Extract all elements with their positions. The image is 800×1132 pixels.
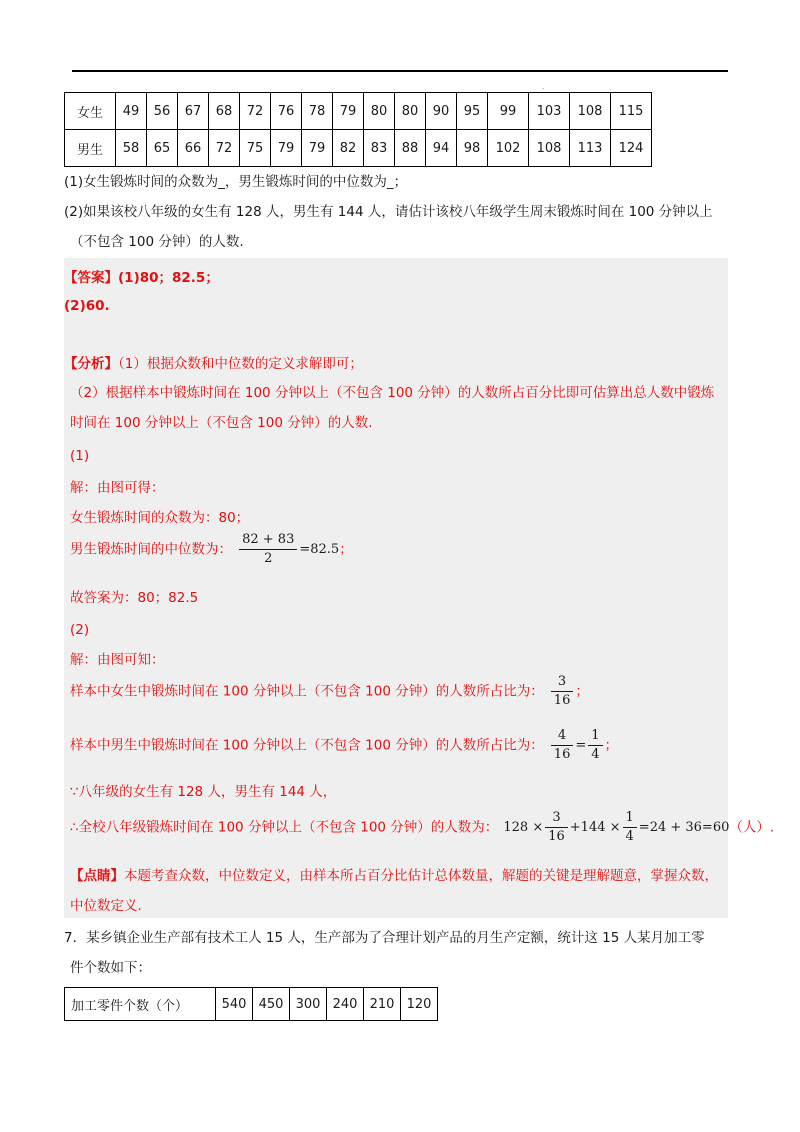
boy-ratio-denominator-2: 4 [591, 747, 600, 762]
comment-tag: 【点睛】 [70, 868, 124, 884]
table-cell: 78 [302, 93, 333, 130]
table-cell: 90 [426, 93, 457, 130]
girl-ratio-fraction [551, 674, 574, 709]
calc-fraction-2-denominator: 4 [625, 829, 634, 844]
girl-ratio-denominator: 16 [553, 693, 571, 708]
answer-2: (2)60. [64, 298, 110, 314]
solution2-number: (2) [70, 622, 90, 638]
table-cell: 113 [570, 130, 611, 167]
therefore-prefix: ∴全校八年级锻炼时间在 100 分钟以上（不包含 100 分钟）的人数为： [70, 819, 499, 836]
table-cell: 540 [216, 988, 253, 1021]
question-2-line2: （不包含 100 分钟）的人数. [70, 234, 244, 250]
table-row [65, 988, 438, 1021]
header-rule [72, 70, 728, 72]
table-cell: 82 [333, 130, 364, 167]
calc-part-c: =24 + 36=60 [638, 820, 730, 835]
problem7-line1: 7．某乡镇企业生产部有技术工人 15 人，生产部为了合理计划产品的月生产定额，统计这 15 人某月加工零 [64, 930, 705, 946]
calc-part-a: 128 × [503, 820, 544, 835]
table-cell: 49 [116, 93, 147, 130]
table-cell-label: 女生 [65, 93, 116, 130]
calc-unit: （人）. [729, 819, 775, 836]
table-cell: 98 [457, 130, 488, 167]
answer-line1 [64, 268, 219, 288]
boy-ratio-prefix: 样本中男生中锻炼时间在 100 分钟以上（不包含 100 分钟）的人数所占比为： [70, 737, 544, 754]
table-cell: 88 [395, 130, 426, 167]
girl-ratio-prefix: 样本中女生中锻炼时间在 100 分钟以上（不包含 100 分钟）的人数所占比为： [70, 683, 544, 700]
comment-line1 [70, 866, 718, 886]
solution1-intro: 解：由图可得： [70, 480, 165, 496]
table-row [65, 130, 652, 167]
table-cell: 80 [395, 93, 426, 130]
calc-fraction-1-denominator: 16 [548, 829, 565, 844]
median-numerator: 82 + 83 [239, 532, 297, 550]
solution2-boy-line [70, 728, 618, 763]
boy-ratio-fraction-1 [551, 728, 574, 763]
problem7-line2: 件个数如下： [70, 960, 151, 976]
median-end: ； [339, 541, 353, 558]
calc-part-b: +144 × [569, 820, 621, 835]
table-cell: 67 [178, 93, 209, 130]
solution2-intro: 解：由图可知： [70, 652, 165, 668]
analysis-text1: （1）根据众数和中位数的定义求解即可； [118, 356, 363, 372]
solution1-median-line [70, 532, 353, 567]
boy-ratio-equals: = [575, 738, 587, 753]
table-cell: 210 [364, 988, 401, 1021]
comment-line2: 中位数定义. [70, 898, 142, 914]
boy-ratio-fraction-2 [588, 728, 602, 763]
solution1-number: (1) [70, 448, 90, 464]
table-cell: 65 [147, 130, 178, 167]
question-1: (1)女生锻炼时间的众数为_，男生锻炼时间的中位数为_； [64, 174, 408, 190]
analysis-line1 [64, 354, 363, 374]
median-fraction [239, 532, 297, 567]
calc-fraction-2-numerator: 1 [623, 810, 637, 828]
table-cell: 79 [302, 130, 333, 167]
calc-fraction-2 [623, 810, 637, 845]
solution2-because: ∵八年级的女生有 128 人，男生有 144 人， [70, 784, 337, 800]
calc-fraction-1-numerator: 3 [545, 810, 568, 828]
parts-count-table [64, 987, 438, 1021]
median-denominator: 2 [264, 551, 273, 566]
table-cell: 83 [364, 130, 395, 167]
boy-ratio-denominator-1: 16 [553, 747, 571, 762]
table-cell: 75 [240, 130, 271, 167]
table-cell: 58 [116, 130, 147, 167]
table-cell: 450 [253, 988, 290, 1021]
analysis-line3: 时间在 100 分钟以上（不包含 100 分钟）的人数. [70, 415, 373, 431]
table-cell: 99 [488, 93, 529, 130]
analysis-line2: （2）根据样本中锻炼时间在 100 分钟以上（不包含 100 分钟）的人数所占百分比即可估算出总人数中锻炼 [70, 385, 715, 401]
table-cell: 108 [570, 93, 611, 130]
table-cell: 115 [611, 93, 652, 130]
table-cell-label: 加工零件个数（个） [65, 988, 216, 1021]
table-cell: 79 [333, 93, 364, 130]
table-cell: 80 [364, 93, 395, 130]
table-cell: 300 [290, 988, 327, 1021]
table-cell: 240 [327, 988, 364, 1021]
solution1-conclusion: 故答案为：80；82.5 [70, 590, 199, 606]
table-cell: 68 [209, 93, 240, 130]
solution1-mode: 女生锻炼时间的众数为：80； [70, 510, 250, 526]
exercise-time-table [64, 92, 652, 167]
table-cell: 103 [529, 93, 570, 130]
corner-mark: . [542, 82, 545, 91]
median-result: =82.5 [299, 542, 340, 557]
table-cell: 124 [611, 130, 652, 167]
table-cell: 72 [240, 93, 271, 130]
girl-ratio-numerator: 3 [551, 674, 574, 692]
table-cell: 56 [147, 93, 178, 130]
table-cell: 94 [426, 130, 457, 167]
table-cell: 72 [209, 130, 240, 167]
answer-tag: 【答案】 [64, 270, 118, 286]
analysis-tag: 【分析】 [64, 356, 118, 372]
comment-text1: 本题考查众数，中位数定义，由样本所占百分比估计总体数量，解题的关键是理解题意，掌握众数， [124, 868, 718, 884]
solution2-girl-line [70, 674, 589, 709]
table-cell-label: 男生 [65, 130, 116, 167]
table-cell: 66 [178, 130, 209, 167]
answer-1: (1)80；82.5； [118, 270, 219, 286]
median-prefix: 男生锻炼时间的中位数为： [70, 541, 232, 558]
calc-fraction-1 [545, 810, 568, 845]
girl-ratio-end: ； [575, 683, 589, 700]
table-cell: 79 [271, 130, 302, 167]
table-cell: 76 [271, 93, 302, 130]
table-row [65, 93, 652, 130]
solution2-therefore-line [70, 810, 774, 845]
boy-ratio-numerator-1: 4 [551, 728, 574, 746]
boy-ratio-end: ； [604, 737, 619, 754]
boy-ratio-numerator-2: 1 [588, 728, 602, 746]
question-2-line1: (2)如果该校八年级的女生有 128 人，男生有 144 人，请估计该校八年级学生周末锻炼时间在 100 分钟以上 [64, 204, 713, 220]
table-cell: 95 [457, 93, 488, 130]
table-cell: 102 [488, 130, 529, 167]
table-cell: 108 [529, 130, 570, 167]
table-cell: 120 [401, 988, 438, 1021]
